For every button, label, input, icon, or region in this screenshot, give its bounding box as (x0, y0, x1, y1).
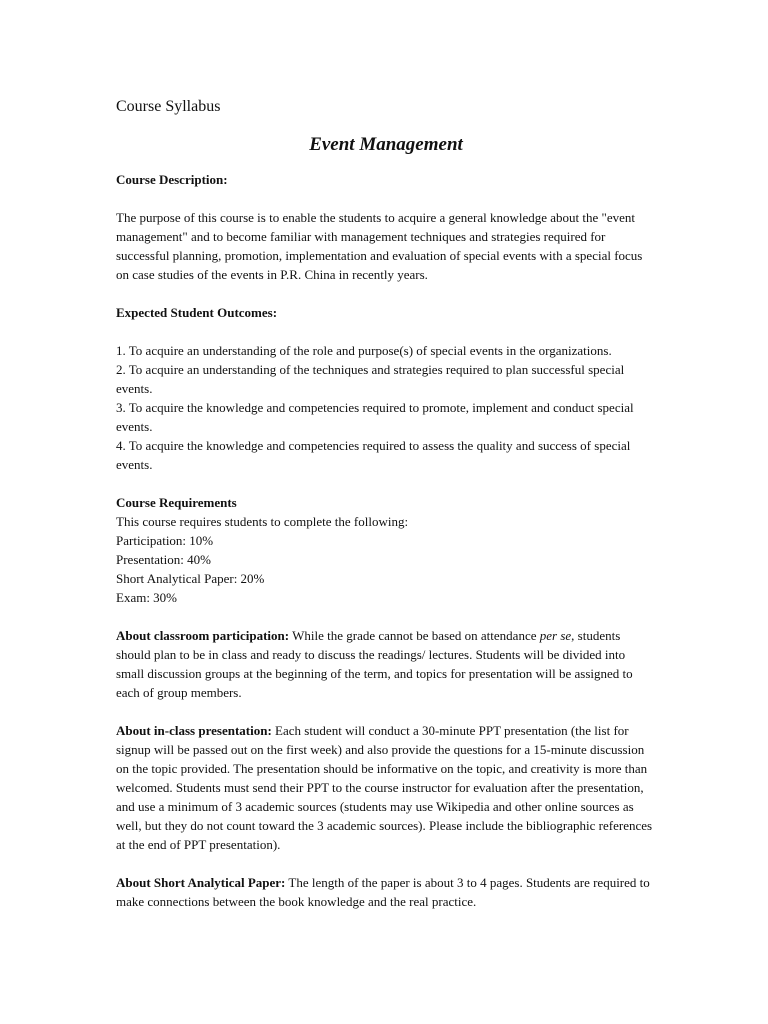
course-description-text: The purpose of this course is to enable the students to acquire a general knowledge about the "event management" and to become familiar with management techniques and strategies required for successful planning, promotion, implementation and evaluation of special events with a special focus on case studies of the events in P.R. China in recently years. (116, 210, 643, 282)
list-item: Exam: 30% (116, 590, 178, 605)
document-body (116, 96, 656, 911)
course-description-heading: Course Description: (116, 172, 228, 187)
outcomes-list (116, 341, 656, 474)
participation-text-after: , students should plan to be in class and ready to discuss the readings/ lectures. Students will be divided into small discussion groups at the beginning of the term, and topics for presentation will be assigned to each of group members. (116, 628, 633, 700)
presentation-text: Each student will conduct a 30-minute PPT presentation (the list for signup will be passed out on the first week) and also provide the questions for a 15-minute discussion on the topic provided. The presentation should be informative on the topic, and creativity is more than welcomed. Students must send their PPT to the course instructor for evaluation after the presentation, and use a minimum of 3 academic sources (students may use Wikipedia and other online sources as well, but they do not count toward the 3 academic sources). Please include the bibliographic references at the end of PPT presentation). (116, 723, 653, 852)
paper-text: The length of the paper is about 3 to 4 pages. Students are required to make connections between the book knowledge and the real practice. (116, 875, 650, 909)
requirements-heading: Course Requirements (116, 495, 237, 510)
list-item: Short Analytical Paper: 20% (116, 571, 265, 586)
presentation-label: About in-class presentation: (116, 723, 272, 738)
participation-emphasis: per se (539, 628, 572, 643)
list-item: 4. To acquire the knowledge and competencies required to assess the quality and success of special events. (116, 438, 631, 472)
requirements-list (116, 531, 656, 607)
participation-text-before: While the grade cannot be based on attendance (289, 628, 540, 643)
paper-label: About Short Analytical Paper: (116, 875, 286, 890)
page-title: Event Management (309, 134, 463, 155)
requirements-intro: This course requires students to complete the following: (116, 514, 409, 529)
paper-paragraph (116, 873, 656, 911)
outcomes-heading: Expected Student Outcomes: (116, 305, 278, 320)
list-item: Presentation: 40% (116, 552, 211, 567)
participation-label: About classroom participation: (116, 628, 290, 643)
list-item: Participation: 10% (116, 533, 214, 548)
presentation-paragraph (116, 721, 656, 854)
doc-type-label: Course Syllabus (116, 98, 221, 115)
list-item: 1. To acquire an understanding of the role and purpose(s) of special events in the organizations. (116, 343, 612, 358)
participation-paragraph (116, 626, 656, 702)
list-item: 3. To acquire the knowledge and competencies required to promote, implement and conduct special events. (116, 400, 634, 434)
list-item: 2. To acquire an understanding of the techniques and strategies required to plan successful special events. (116, 362, 625, 396)
